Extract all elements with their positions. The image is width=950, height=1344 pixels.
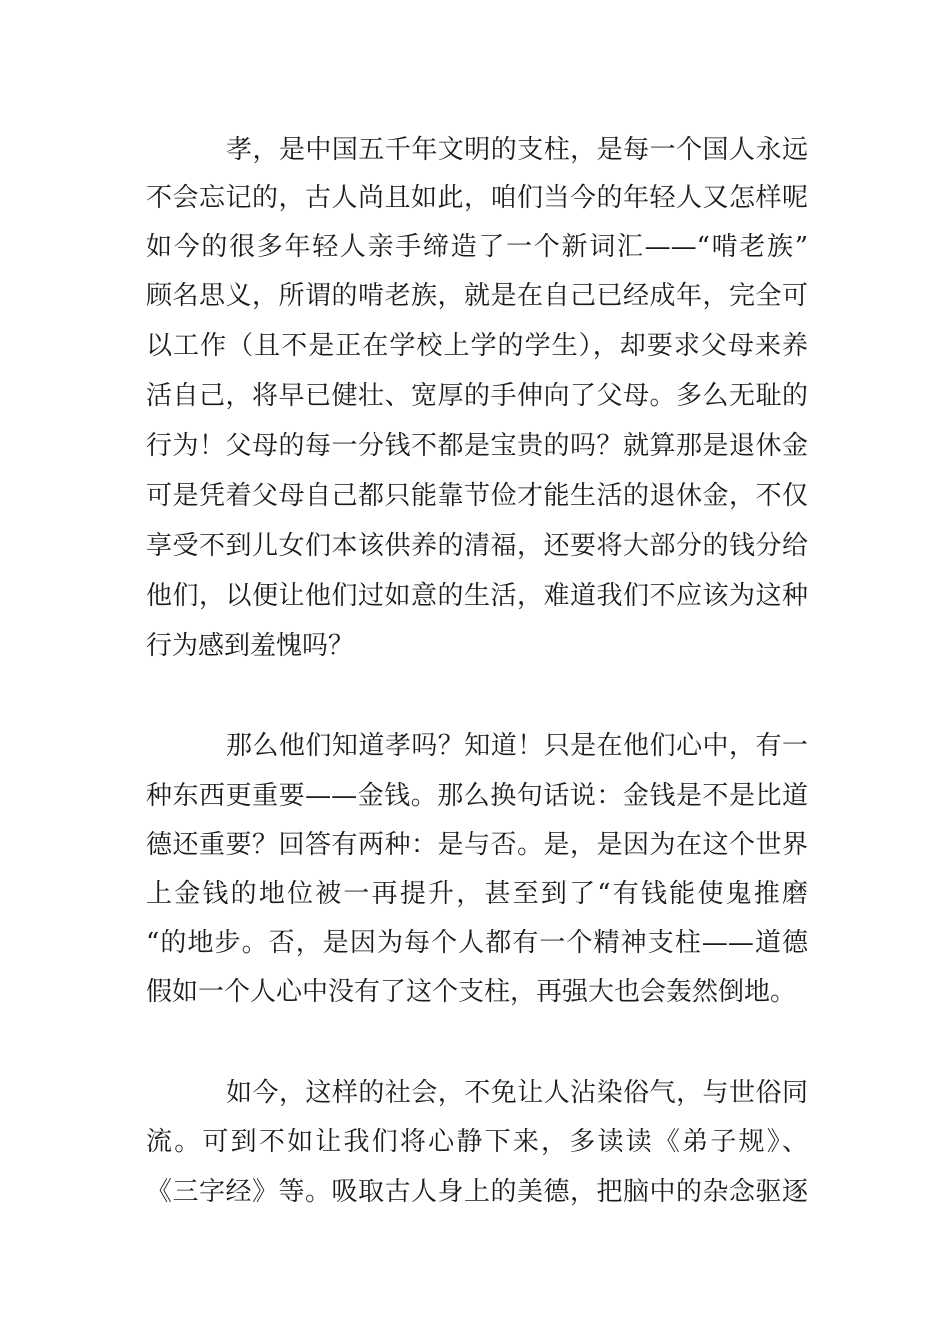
paragraph-3-line-1: 如今，这样的社会，不免让人沾染俗气，与世俗同 [226, 1078, 808, 1108]
paragraph-2-line-6: 假如一个人心中没有了这个支柱，再强大也会轰然倒地。 [146, 977, 797, 1007]
paragraph-3-line-3: 《三字经》等。吸取古人身上的美德，把脑中的杂念驱逐 [146, 1177, 808, 1207]
paragraph-3-line-2: 流。可到不如让我们将心静下来，多读读《弟子规》、 [146, 1127, 808, 1157]
paragraph-1-line-3: 如今的很多年轻人亲手缔造了一个新词汇——“啃老族” [146, 232, 808, 262]
paragraph-2-line-3: 德还重要？回答有两种：是与否。是，是因为在这个世界 [146, 830, 808, 860]
paragraph-1-line-9: 享受不到儿女们本该供养的清福，还要将大部分的钱分给 [146, 531, 808, 561]
paragraph-1-line-8: 可是凭着父母自己都只能靠节俭才能生活的退休金，不仅 [146, 481, 808, 511]
paragraph-1-line-1: 孝，是中国五千年文明的支柱，是每一个国人永远 [226, 135, 808, 165]
paragraph-2-line-5: “的地步。否，是因为每个人都有一个精神支柱——道德 [146, 928, 808, 958]
paragraph-1-line-10: 他们，以便让他们过如意的生活，难道我们不应该为这种 [146, 581, 808, 611]
paragraph-1-line-11: 行为感到羞愧吗？ [146, 631, 355, 661]
paragraph-2-line-2: 种东西更重要——金钱。那么换句话说：金钱是不是比道 [146, 781, 808, 811]
paragraph-1-line-4: 顾名思义，所谓的啃老族，就是在自己已经成年，完全可 [146, 281, 808, 311]
paragraph-1-line-7: 行为！父母的每一分钱不都是宝贵的吗？就算那是退休金 [146, 431, 808, 461]
paragraph-1-line-2: 不会忘记的，古人尚且如此，咱们当今的年轻人又怎样呢 [146, 183, 808, 213]
paragraph-1-line-5: 以工作（且不是正在学校上学的学生），却要求父母来养 [146, 331, 808, 361]
paragraph-2-line-4: 上金钱的地位被一再提升，甚至到了“有钱能使鬼推磨 [146, 879, 808, 909]
paragraph-1-line-6: 活自己，将早已健壮、宽厚的手伸向了父母。多么无耻的 [146, 381, 808, 411]
paragraph-2-line-1: 那么他们知道孝吗？知道！只是在他们心中，有一 [226, 731, 808, 761]
